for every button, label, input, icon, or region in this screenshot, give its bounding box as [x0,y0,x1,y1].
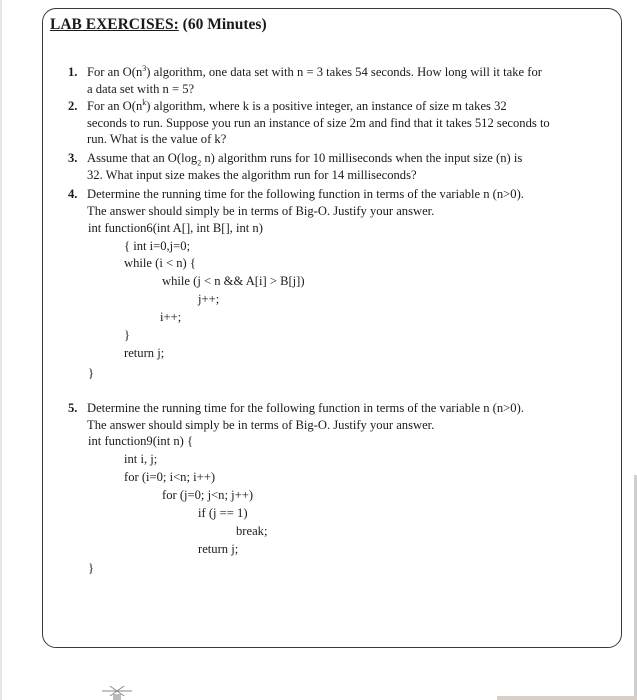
question-line: a data set with n = 5? [87,81,195,96]
code-line: } [88,366,95,380]
question-line: For an $O(n^3)$ algorithm, one data set with n = 3 takes 54 seconds. How long will it take for [87,64,542,79]
question-3 [68,150,588,183]
question-2 [68,98,588,148]
drag-handle-icon[interactable] [100,683,134,700]
page-left-edge [0,0,2,700]
page-title: LAB EXERCISES: (60 Minutes) [50,16,267,33]
question-number: 3. [68,151,78,165]
question-1 [68,64,588,97]
code-line: if (j == 1) [198,506,248,520]
code-line: int function9(int n) { [88,434,194,448]
question-line: seconds to run. Suppose you run an instance of size 2m and find that it takes 512 seconds to [87,115,550,130]
code-line: return j; [198,542,239,556]
code-line: while (j < n && A[i] > B[j]) [162,274,305,288]
bottom-strip [497,696,637,700]
code-line: for (j=0; j<n; j++) [162,488,254,502]
question-line: Determine the running time for the following function in terms of the variable n (n>0). [87,187,524,201]
code-line: int i, j; [124,452,158,466]
question-line: Assume that an $O(\log_2$ n) algorithm runs for 10 milliseconds when the input size (n) is [87,151,523,168]
question-number: 4. [68,187,78,201]
code-line: } [88,561,95,575]
question-line: 32. What input size makes the algorithm run for 14 milliseconds? [87,167,417,182]
question-5 [68,400,588,433]
code-line: int function6(int A[], int B[], int n) [88,221,263,235]
question-line: The answer should simply be in terms of Big-O. Justify your answer. [87,203,435,218]
question-line: run. What is the value of k? [87,132,227,146]
question-line: Determine the running time for the following function in terms of the variable n (n>0). [87,401,524,415]
question-number: 2. [68,99,78,113]
code-line: return j; [124,346,165,360]
code-line: for (i=0; i<n; i++) [124,470,216,484]
code-line: break; [236,524,268,538]
code-line: { int i=0,j=0; [124,239,191,253]
question-4 [68,186,588,219]
code-line: i++; [160,310,182,324]
question-line: For an $O(n^k)$ algorithm, where k is a positive integer, an instance of size m takes 32 [87,98,507,113]
code-line: } [124,328,131,342]
question-number: 1. [68,65,78,79]
question-number: 5. [68,401,78,415]
code-line: while (i < n) { [124,256,196,270]
question-line: The answer should simply be in terms of Big-O. Justify your answer. [87,417,435,432]
code-line: j++; [198,292,220,306]
